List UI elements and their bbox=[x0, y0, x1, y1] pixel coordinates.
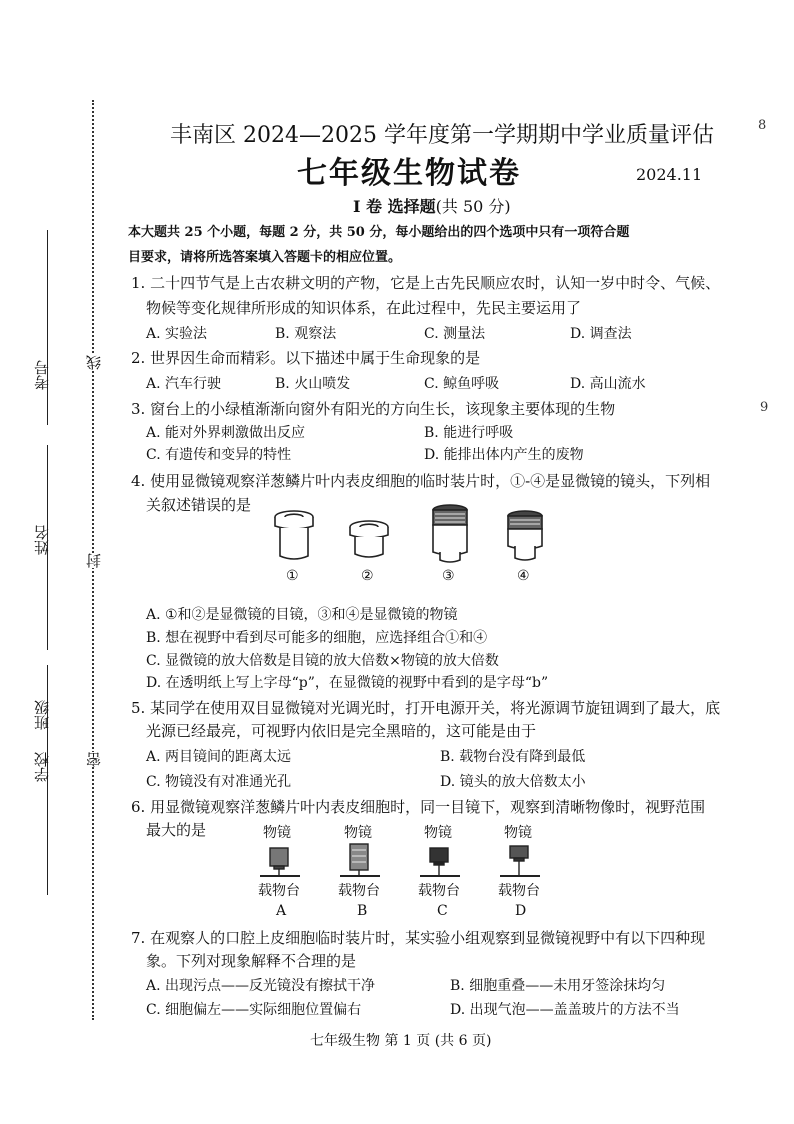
section-points: (共 50 分) bbox=[435, 197, 511, 216]
intro-line-1: 本大题共 25 个小题，每题 2 分，共 50 分，每小题给出的四个选项中只有一项符合题 bbox=[128, 225, 630, 240]
figure-letter-a: A bbox=[276, 903, 287, 919]
objective-setup-a bbox=[260, 848, 300, 876]
objective-lens-4 bbox=[508, 511, 542, 560]
objective-setup-d bbox=[500, 846, 540, 876]
q4-option-b: B. 想在视野中看到尽可能多的细胞，应选择组合①和④ bbox=[146, 630, 488, 646]
q3-option-c: C. 有遗传和变异的特性 bbox=[146, 447, 292, 463]
school-label: 学校 bbox=[33, 752, 51, 782]
lens-label-2: ② bbox=[361, 568, 374, 584]
objective-setup-c bbox=[420, 848, 460, 876]
q5-option-b: B. 载物台没有降到最低 bbox=[440, 749, 586, 765]
q5-stem-2: 光源已经最亮，可视野内依旧是完全黑暗的，这可能是由于 bbox=[146, 722, 537, 740]
line-mark: 线 bbox=[85, 355, 103, 370]
figure-letter-d: D bbox=[515, 903, 527, 919]
q3-option-a: A. 能对外界刺激做出反应 bbox=[146, 425, 306, 441]
q1-stem-1: 1. 二十四节气是上古农耕文明的产物，它是上古先民顺应农时，认知一岁中时令、气候、 bbox=[131, 274, 721, 292]
q3-option-b: B. 能进行呼吸 bbox=[424, 425, 514, 441]
stage-label-c: 载物台 bbox=[418, 883, 460, 899]
stage-label-a: 载物台 bbox=[258, 883, 300, 899]
q6-stem-1: 6. 用显微镜观察洋葱鳞片叶内表皮细胞时，同一目镜下，观察到清晰物像时，视野范围 bbox=[131, 798, 706, 816]
corner-number-top: 8 bbox=[758, 118, 767, 133]
q7-option-b: B. 细胞重叠——未用牙签涂抹均匀 bbox=[450, 978, 666, 994]
figure-letter-b: B bbox=[357, 903, 368, 919]
q7-stem-2: 象。下列对现象解释不合理的是 bbox=[146, 952, 357, 970]
name-label: 姓名 bbox=[33, 525, 51, 555]
exam-no-label: 考号 bbox=[33, 360, 51, 390]
q2-option-a: A. 汽车行驶 bbox=[146, 376, 222, 392]
exam-no-blank bbox=[47, 230, 48, 425]
intro-line-2: 目要求，请将所选答案填入答题卡的相应位置。 bbox=[128, 250, 402, 265]
q1-stem-2: 物候等变化规律所形成的知识体系，在此过程中，先民主要运用了 bbox=[146, 299, 582, 317]
paper-title: 七年级生物试卷 bbox=[297, 156, 521, 191]
lens-label-3: ③ bbox=[442, 568, 455, 584]
q5-option-d: D. 镜头的放大倍数太小 bbox=[440, 774, 586, 790]
q4-option-a: A. ①和②是显微镜的目镜，③和④是显微镜的物镜 bbox=[146, 607, 458, 623]
q5-stem-1: 5. 某同学在使用双目显微镜对光调光时，打开电源开关，将光源调节旋钮调到了最大，底 bbox=[131, 699, 721, 717]
objective-label-d: 物镜 bbox=[504, 825, 532, 841]
q7-stem-1: 7. 在观察人的口腔上皮细胞临时装片时，某实验小组观察到显微镜视野中有以下四种现 bbox=[131, 929, 706, 947]
q3-option-d: D. 能排出体内产生的废物 bbox=[424, 447, 584, 463]
corner-number-mid: 9 bbox=[760, 400, 769, 415]
q3-stem: 3. 窗台上的小绿植渐渐向窗外有阳光的方向生长，该现象主要体现的生物 bbox=[131, 400, 616, 418]
page-footer: 七年级生物 第 1 页 (共 6 页) bbox=[310, 1033, 492, 1049]
q7-option-c: C. 细胞偏左——实际细胞位置偏右 bbox=[146, 1002, 362, 1018]
section-title: I 卷 选择题 bbox=[353, 197, 436, 216]
q1-option-d: D. 调查法 bbox=[570, 326, 632, 342]
eyepiece-lens-2 bbox=[350, 521, 388, 557]
seal-mark: 封 bbox=[85, 553, 103, 568]
q2-stem: 2. 世界因生命而精彩。以下描述中属于生命现象的是 bbox=[131, 349, 481, 367]
q4-stem-1: 4. 使用显微镜观察洋葱鳞片叶内表皮细胞的临时装片时，①-④是显微镜的镜头，下列相 bbox=[131, 472, 711, 490]
figure-letter-c: C bbox=[437, 903, 448, 919]
stage-label-b: 载物台 bbox=[338, 883, 380, 899]
q2-option-c: C. 鲸鱼呼吸 bbox=[424, 376, 500, 392]
stage-label-d: 载物台 bbox=[498, 883, 540, 899]
q7-option-d: D. 出现气泡——盖盖玻片的方法不当 bbox=[450, 1002, 680, 1018]
q2-option-b: B. 火山喷发 bbox=[275, 376, 351, 392]
q5-option-c: C. 物镜没有对准通光孔 bbox=[146, 774, 292, 790]
section-heading bbox=[353, 194, 511, 217]
exam-title: 丰南区 2024—2025 学年度第一学期期中学业质量评估 bbox=[170, 123, 714, 148]
q4-option-d: D. 在透明纸上写上字母“p”，在显微镜的视野中看到的是字母“b” bbox=[146, 675, 549, 691]
exam-date: 2024.11 bbox=[636, 165, 703, 184]
q6-stem-2: 最大的是 bbox=[146, 821, 207, 839]
class-label: 班级 bbox=[33, 700, 51, 730]
lens-label-1: ① bbox=[286, 568, 299, 584]
q1-option-b: B. 观察法 bbox=[275, 326, 337, 342]
secret-mark: 密 bbox=[85, 752, 103, 767]
microscope-lenses-figure bbox=[262, 500, 562, 570]
q4-stem-2: 关叙述错误的是 bbox=[146, 496, 252, 514]
objective-label-b: 物镜 bbox=[344, 825, 372, 841]
q4-option-c: C. 显微镜的放大倍数是目镜的放大倍数×物镜的放大倍数 bbox=[146, 653, 499, 669]
eyepiece-lens-1 bbox=[275, 511, 313, 559]
objective-label-a: 物镜 bbox=[263, 825, 291, 841]
objective-lens-3 bbox=[433, 505, 467, 562]
q2-option-d: D. 高山流水 bbox=[570, 376, 646, 392]
objective-label-c: 物镜 bbox=[424, 825, 452, 841]
q7-option-a: A. 出现污点——反光镜没有擦拭干净 bbox=[146, 978, 376, 994]
q1-option-c: C. 测量法 bbox=[424, 326, 486, 342]
objective-distance-figure bbox=[250, 840, 570, 882]
objective-setup-b bbox=[340, 844, 380, 876]
q5-option-a: A. 两目镜间的距离太远 bbox=[146, 749, 292, 765]
lens-label-4: ④ bbox=[517, 568, 530, 584]
q1-option-a: A. 实验法 bbox=[146, 326, 208, 342]
